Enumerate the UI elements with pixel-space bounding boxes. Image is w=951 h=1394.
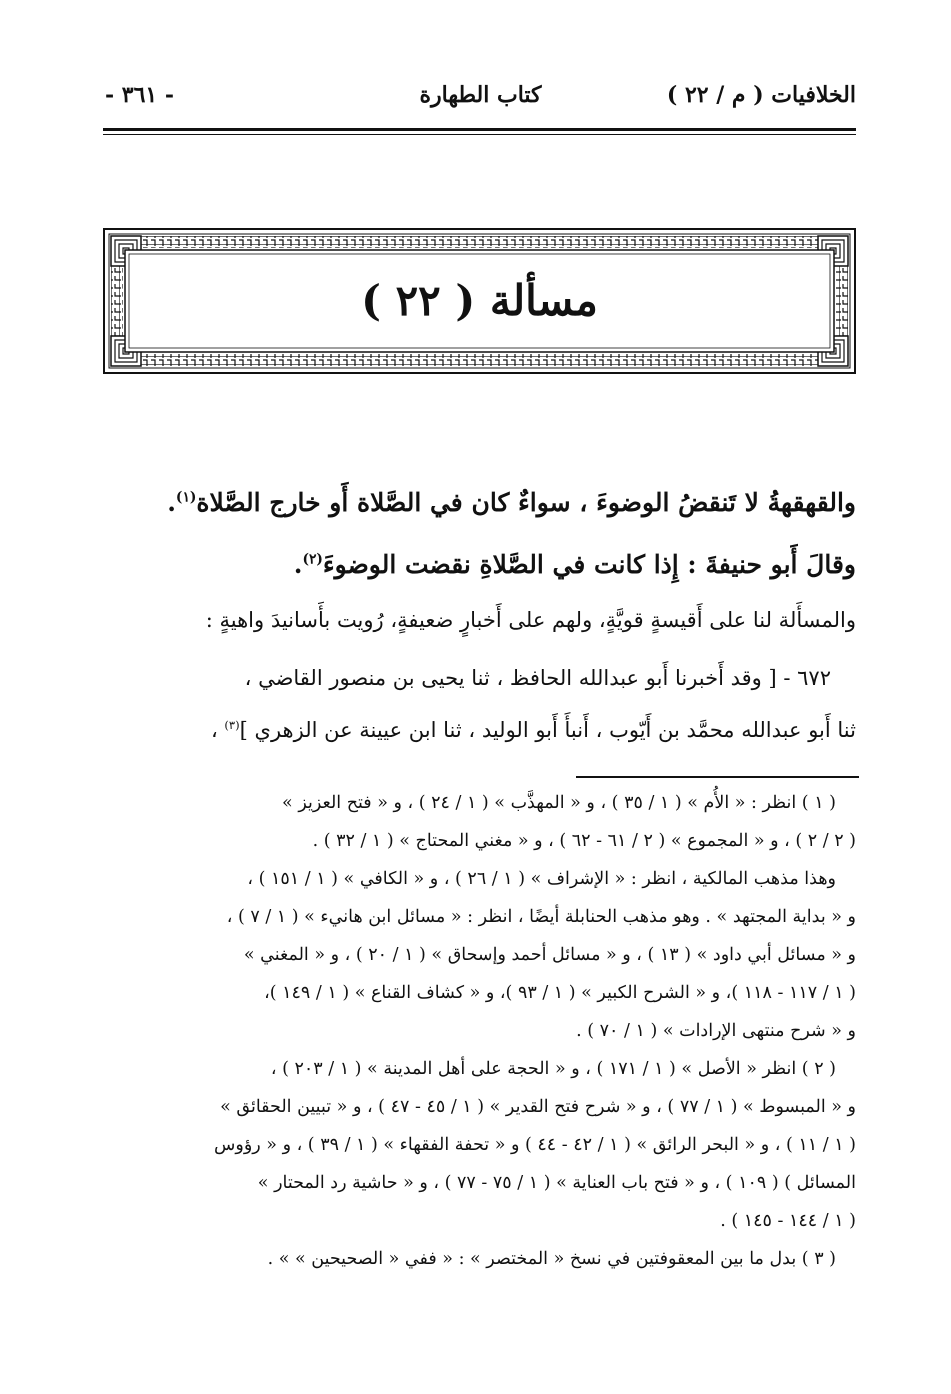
footnote-line: و « مسائل أبي داود » ( ١٣ ) ، و « مسائل أحمد وإسحاق » ( ١ / ٢٠ ) ، و « المغني » xyxy=(243,945,856,965)
footnote-ref: (٢) xyxy=(302,551,323,568)
main-line: والمسأَلة لنا على أَقيسةٍ قويَّةٍ، ولهم على أَخبارٍ ضعيفةٍ، رُويت بأَسانيدَ واهيةٍ : xyxy=(205,608,856,632)
footnote-line: ( ١ / ١٤٤ - ١٤٥ ) . xyxy=(720,1211,856,1231)
footnote-line: ( ٢ ) انظر « الأصل » ( ١ / ١٧١ ) ، و « الحجة على أهل المدينة » ( ١ / ٢٠٣ ) ، xyxy=(270,1059,836,1079)
main-line-text: ثنا أَبو عبدالله محمَّد بن أَيّوب ، أَنبأَ أَبو الوليد ، ثنا ابن عيينة عن الزهري ] xyxy=(239,718,856,743)
footnote-line: ( ١ / ١١٧ - ١١٨ )، و « الشرح الكبير » ( ١ / ٩٣ )، و « كشاف القناع » ( ١ / ١٤٩ )، xyxy=(264,983,856,1003)
header-chapter-ref: الخلافيات ( م / ٢٢ ) xyxy=(666,82,856,108)
main-line xyxy=(167,490,856,515)
footnote-ref: (١) xyxy=(175,489,197,506)
header-rule-thick xyxy=(103,128,856,131)
hadith-number-line: ٦٧٢ - [ وقد أَخبرنا أَبو عبدالله الحافظ ، ثنا يحيى بن منصور القاضي ، xyxy=(244,666,831,690)
header-book-title: كتاب الطهارة xyxy=(419,82,542,108)
header-page-number: - ٣٦١ - xyxy=(105,82,175,108)
title-ornament-frame xyxy=(103,228,856,374)
main-line xyxy=(211,720,856,741)
footnote-line: و « بداية المجتهد » . وهو مذهب الحنابلة أيضًا ، انظر : « مسائل ابن هانيء » ( ١ / ٧ ) ، xyxy=(226,907,856,927)
main-line-text: والقهقهةُ لا تَنقضُ الوضوءَ ، سواءٌ كان في الصَّلاة أَو خارج الصَّلاة xyxy=(196,488,856,517)
main-line-text: وقالَ أَبو حنيفةَ : إِذا كانت في الصَّلاةِ نقضت الوضوءَ xyxy=(322,550,856,579)
footnote-line: ( ٣ ) بدل ما بين المعقوفتين في نسخ « المختصر » : « ففي « الصحيحين » » . xyxy=(267,1249,836,1269)
main-line-punct: . xyxy=(167,488,176,517)
footnote-line: ( ٢ / ٢ ) ، و « المجموع » ( ٢ / ٦١ - ٦٢ ) ، و « مغني المحتاج » ( ١ / ٣٢ ) . xyxy=(312,831,856,851)
footnote-separator xyxy=(576,776,859,778)
footnote-line: و « شرح منتهى الإرادات » ( ١ / ٧٠ ) . xyxy=(576,1021,856,1041)
main-line-punct: ، xyxy=(210,718,225,743)
footnote-ref: (٣) xyxy=(224,718,240,732)
main-line-punct: . xyxy=(293,550,303,579)
footnote-line: المسائل ) ( ١٠٩ ) ، و « فتح باب العناية » ( ١ / ٧٥ - ٧٧ ) ، و « حاشية رد المحتار » xyxy=(257,1173,856,1193)
footnote-line: ( ١ / ١١ ) ، و « البحر الرائق » ( ١ / ٤٢ - ٤٤ ) و « تحفة الفقهاء » ( ١ / ٣٩ ) ، و « رؤوس xyxy=(214,1135,856,1155)
main-line xyxy=(294,552,856,577)
running-header xyxy=(105,82,856,122)
footnote-line: وهذا مذهب المالكية ، انظر : « الإشراف » ( ١ / ٢٦ ) ، و « الكافي » ( ١ / ١٥١ ) ، xyxy=(247,869,836,889)
footnote-line: ( ١ ) انظر : « الأُم » ( ١ / ٣٥ ) ، و « المهذَّب » ( ١ / ٢٤ ) ، و « فتح العزيز » xyxy=(282,793,836,813)
issue-title: مسألة ( ٢٢ ) xyxy=(361,276,598,325)
header-rule-thin xyxy=(103,134,856,135)
footnote-line: و « المبسوط » ( ١ / ٧٧ ) ، و « شرح فتح القدير » ( ١ / ٤٥ - ٤٧ ) ، و « تبيين الحقائق » xyxy=(220,1097,856,1117)
